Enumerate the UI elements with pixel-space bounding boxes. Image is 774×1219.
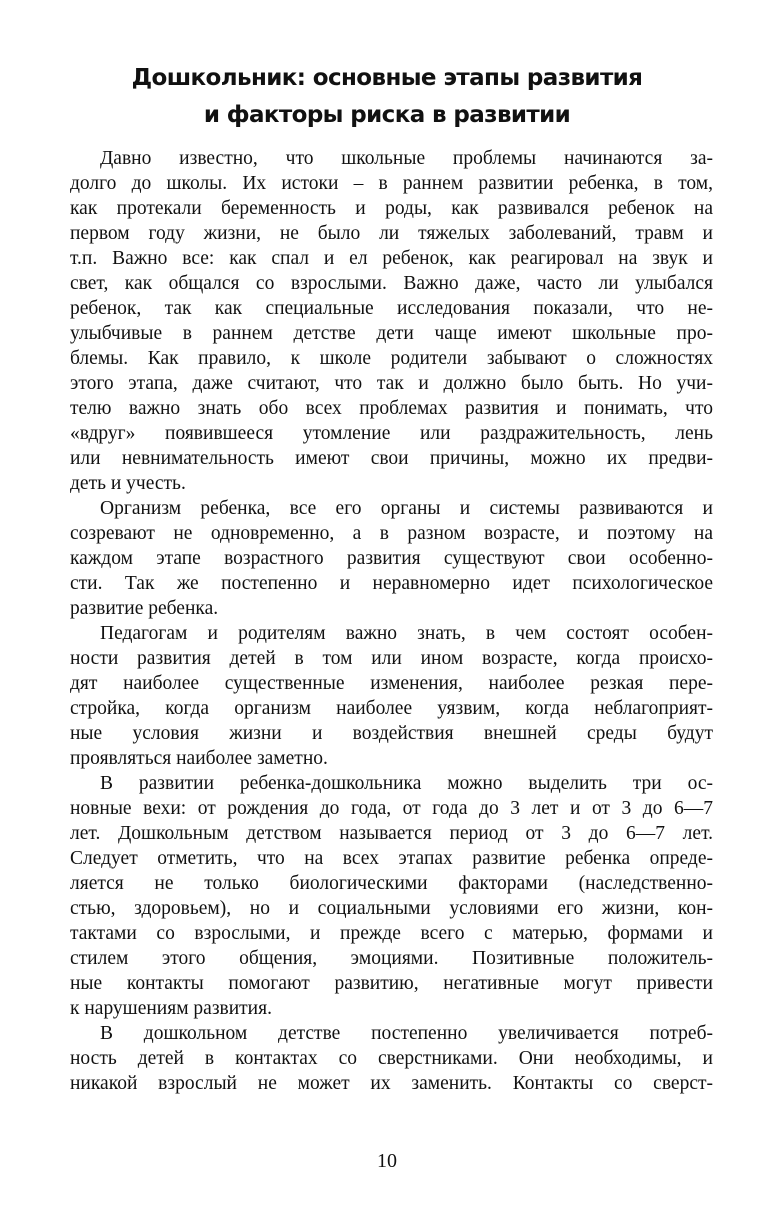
text-line: этого этапа, даже считают, что так и должно было быть. Но учи- [70,373,713,394]
text-line: лет. Дошкольным детством называется период от 3 до 6—7 лет. [70,823,713,844]
text-line: первом году жизни, не было ли тяжелых заболеваний, травм и [70,223,713,244]
paragraph [70,496,713,621]
text-line: новные вехи: от рождения до года, от года до 3 лет и от 3 до 6—7 [70,798,713,819]
text-line: стью, здоровьем), но и социальными условиями его жизни, кон- [70,898,713,919]
text-line: к нарушениям развития. [70,998,272,1019]
text-line: «вдруг» появившееся утомление или раздражительность, лень [70,423,713,444]
text-line: т.п. Важно все: как спал и ел ребенок, как реагировал на звук и [70,248,713,269]
text-line: улыбчивые в раннем детстве дети чаще имеют школьные про- [70,323,713,344]
text-line: стилем этого общения, эмоциями. Позитивные положитель- [70,948,713,969]
paragraph [70,146,713,496]
text-line: блемы. Как правило, к школе родители забывают о сложностях [70,348,713,369]
text-line: Педагогам и родителям важно знать, в чем состоят особен- [100,623,713,644]
text-line: или невнимательность имеют свои причины, можно их предви- [70,448,713,469]
text-line: развитие ребенка. [70,598,219,619]
section-title-line-1: Дошкольник: основные этапы развития [131,65,643,91]
text-line: стройка, когда организм наиболее уязвим, когда неблагоприят- [70,698,713,719]
text-line: созревают не одновременно, а в разном возрасте, и поэтому на [70,523,713,544]
text-line: ные контакты помогают развитию, негативные могут привести [70,973,713,994]
text-line: как протекали беременность и роды, как развивался ребенок на [70,198,713,219]
text-line: дят наиболее существенные изменения, наиболее резкая пере- [70,673,713,694]
paragraph [70,621,713,771]
text-line: ность детей в контактах со сверстниками. Они необходимы, и [70,1048,713,1069]
text-line: ляется не только биологическими факторами (наследственно- [70,873,713,894]
text-line: ности развития детей в том или ином возрасте, когда происхо- [70,648,713,669]
section-title-line-2: и факторы риска в развитии [203,102,571,128]
page-number: 10 [377,1150,397,1172]
text-line: телю важно знать обо всех проблемах развития и понимать, что [70,398,713,419]
text-line: Давно известно, что школьные проблемы начинаются за- [100,148,713,169]
text-line: долго до школы. Их истоки – в раннем развитии ребенка, в том, [70,173,713,194]
text-line: никакой взрослый не может их заменить. Контакты со сверст- [70,1073,713,1094]
text-line: деть и учесть. [70,473,186,494]
text-line: В развитии ребенка-дошкольника можно выделить три ос- [100,773,713,794]
text-line: свет, как общался со взрослыми. Важно даже, часто ли улыбался [70,273,713,294]
text-line: сти. Так же постепенно и неравномерно идет психологическое [70,573,713,594]
text-line: В дошкольном детстве постепенно увеличивается потреб- [100,1023,713,1044]
text-line: тактами со взрослыми, и прежде всего с матерью, формами и [70,923,713,944]
text-line: каждом этапе возрастного развития существуют свои особенно- [70,548,713,569]
paragraph [70,1021,713,1096]
paragraph [70,771,713,1021]
text-line: Организм ребенка, все его органы и системы развиваются и [100,498,713,519]
text-line: проявляться наиболее заметно. [70,748,328,769]
text-line: ребенок, так как специальные исследования показали, что не- [70,298,713,319]
text-line: Следует отметить, что на всех этапах развитие ребенка опреде- [70,848,713,869]
section-title [0,60,774,134]
body-text [70,146,713,1096]
text-line: ные условия жизни и воздействия внешней среды будут [70,723,713,744]
